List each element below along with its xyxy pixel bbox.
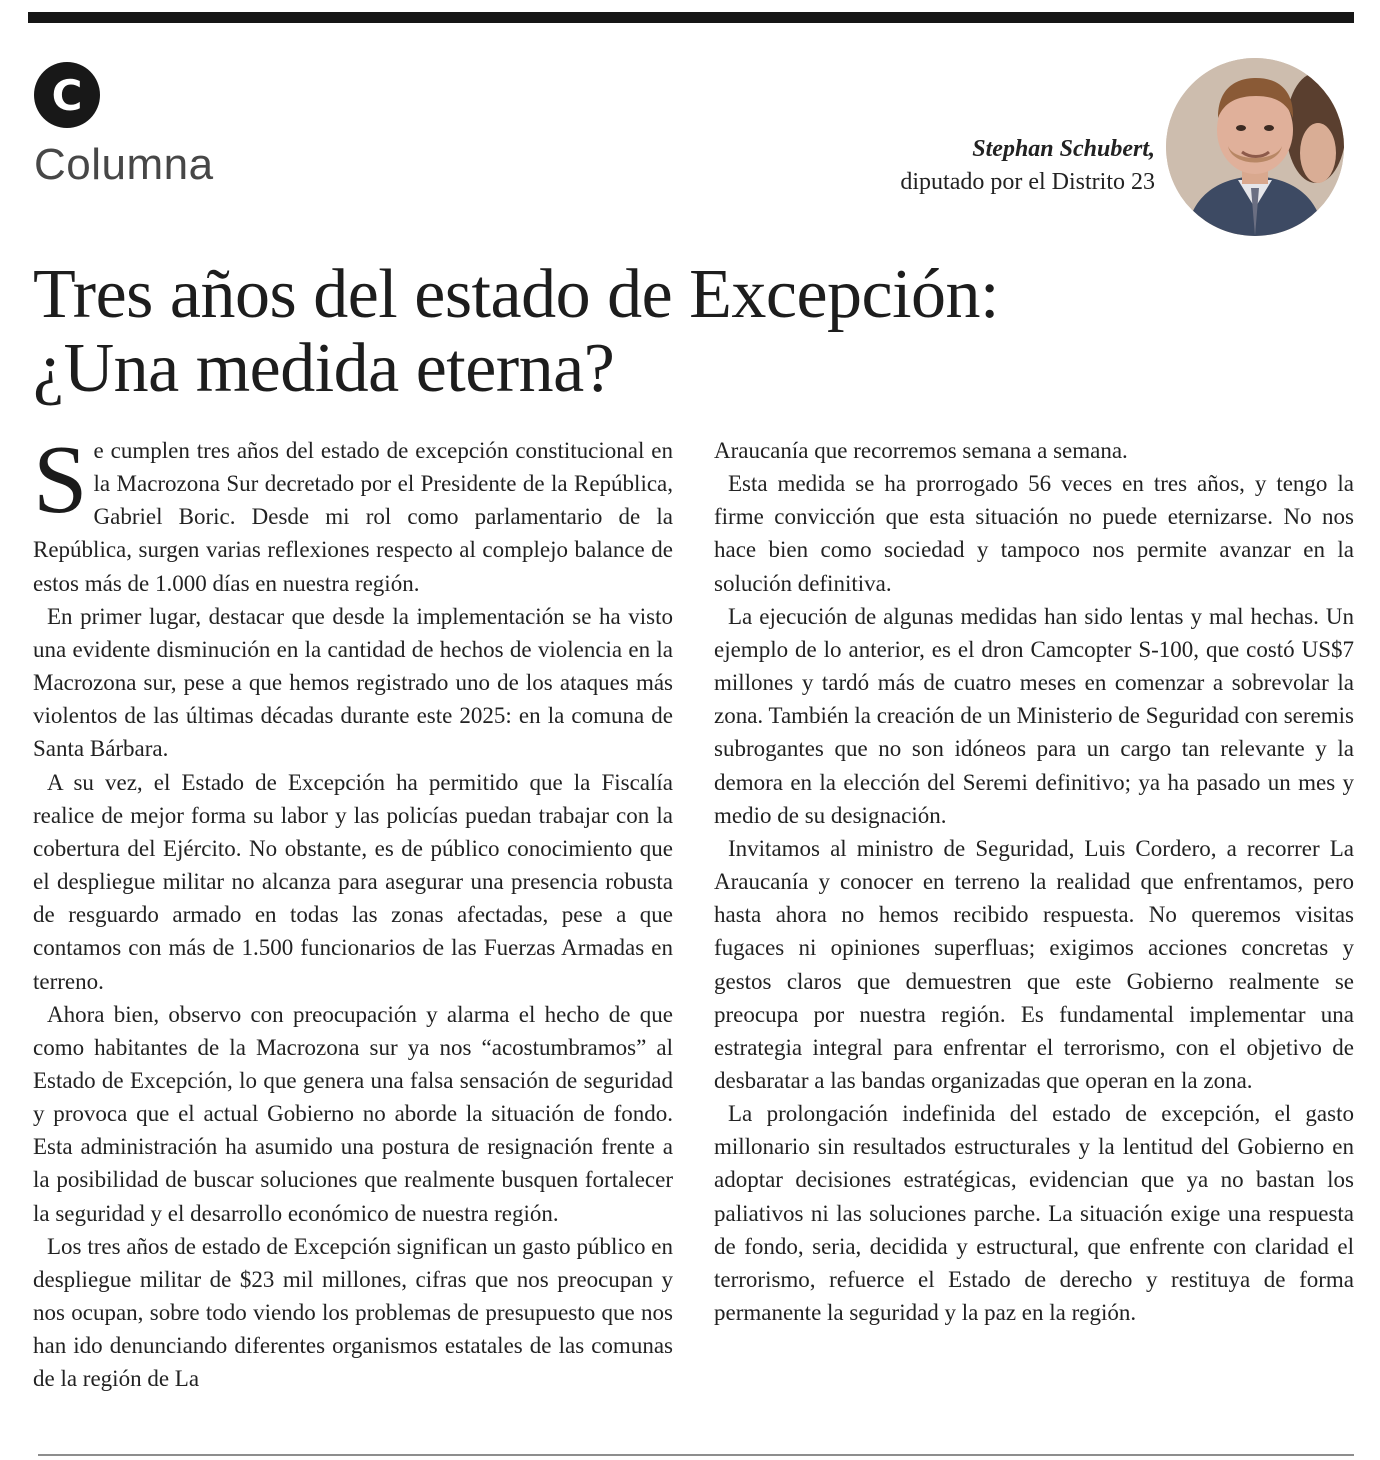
paragraph-9: La prolongación indefinida del estado de excepción, el gasto millonario sin resultados estructurales y la lentitud del Gobierno en adoptar decisiones estratégicas, evidencian que ya no bastan los paliativos ni las soluciones parche. La situación exige una respuesta de fondo, seria, decidida y estructural, que enfrente con claridad el terrorismo, refuerce el Estado de derecho y restituya de forma permanente la seguridad y la paz en la región.	[714, 1101, 1354, 1326]
headline	[33, 258, 1333, 406]
drop-cap: S	[33, 426, 88, 534]
section-badge-letter: C	[51, 70, 83, 120]
paragraph-6: Esta medida se ha prorrogado 56 veces en tres años, y tengo la firme convicción que esta situación no puede eternizarse. No nos hace bien como sociedad y tampoco nos permite avanzar en la solución definitiva.	[714, 471, 1354, 596]
bottom-rule	[38, 1454, 1354, 1456]
author-name: Stephan Schubert,	[972, 136, 1155, 162]
author-photo	[1166, 58, 1344, 236]
paragraph-4: Ahora bien, observo con preocupación y alarma el hecho de que como habitantes de la Macrozona sur ya nos “acostumbramos” al Estado de Excepción, lo que genera una falsa sensación de seguridad y provoca que el actual Gobierno no aborde la situación de fondo. Esta administración ha asumido una postura de resignación frente a la posibilidad de buscar soluciones que realmente busquen fortalecer la seguridad y el desarrollo económico de nuestra región.	[33, 1001, 673, 1226]
paragraph-7: La ejecución de algunas medidas han sido lentas y mal hechas. Un ejemplo de lo anterior, es el dron Camcopter S-100, que costó US$7 millones y tardó más de cuatro meses en comenzar a sobrevolar la zona. También la creación de un Ministerio de Seguridad con seremis subrogantes que no son idóneos para un cargo tan relevante y la demora en la elección del Seremi definitivo; ya ha pasado un mes y medio de su designación.	[714, 603, 1354, 828]
section-label: Columna	[34, 140, 214, 189]
section-badge	[34, 62, 100, 128]
paragraph-3: A su vez, el Estado de Excepción ha permitido que la Fiscalía realice de mejor forma su labor y las policías puedan trabajar con la cobertura del Ejército. No obstante, es de público conocimiento que el despliegue militar no alcanza para asegurar una presencia robusta de resguardo armado en todas las zonas afectadas, pese a que contamos con más de 1.500 funcionarios de las Fuerzas Armadas en terreno.	[33, 769, 673, 994]
top-rule	[28, 12, 1354, 23]
article-column-left	[33, 426, 673, 1396]
headline-line-2: ¿Una medida eterna?	[33, 330, 615, 407]
paragraph-5-continued: Araucanía que recorremos semana a semana.	[714, 438, 1128, 463]
author-role: diputado por el Distrito 23	[900, 169, 1155, 195]
paragraph-8: Invitamos al ministro de Seguridad, Luis Cordero, a recorrer La Araucanía y conocer en terreno la realidad que enfrentamos, pero hasta ahora no hemos recibido respuesta. No queremos visitas fugaces ni opiniones superfluas; exigimos acciones concretas y gestos claros que demuestren que este Gobierno realmente se preocupa por nuestra región. Es fundamental implementar una estrategia integral para enfrentar el terrorismo, con el objetivo de desbaratar a las bandas organizadas que operan en la zona.	[714, 835, 1354, 1093]
article-column-right	[714, 434, 1354, 1329]
author-byline	[900, 136, 1155, 196]
headline-line-1: Tres años del estado de Excepción:	[33, 256, 1000, 333]
paragraph-1	[33, 426, 673, 600]
paragraph-5: Los tres años de estado de Excepción significan un gasto público en despliegue militar de $23 mil millones, cifras que nos preocupan y nos ocupan, sobre todo viendo los problemas de presupuesto que nos han ido denunciando diferentes organismos estatales de las comunas de la región de La	[33, 1233, 673, 1392]
paragraph-1-text: e cumplen tres años del estado de excepción constitucional en la Macrozona Sur decretado por el Presidente de la República, Gabriel Boric. Desde mi rol como parlamentario de la República, surgen varias reflexiones respecto al complejo balance de estos más de 1.000 días en nuestra región.	[33, 438, 673, 596]
paragraph-2: En primer lugar, destacar que desde la implementación se ha visto una evidente disminución en la cantidad de hechos de violencia en la Macrozona sur, pese a que hemos registrado uno de los ataques más violentos de las últimas décadas durante este 2025: en la comuna de Santa Bárbara.	[33, 603, 673, 762]
author-portrait-image	[1166, 58, 1344, 236]
